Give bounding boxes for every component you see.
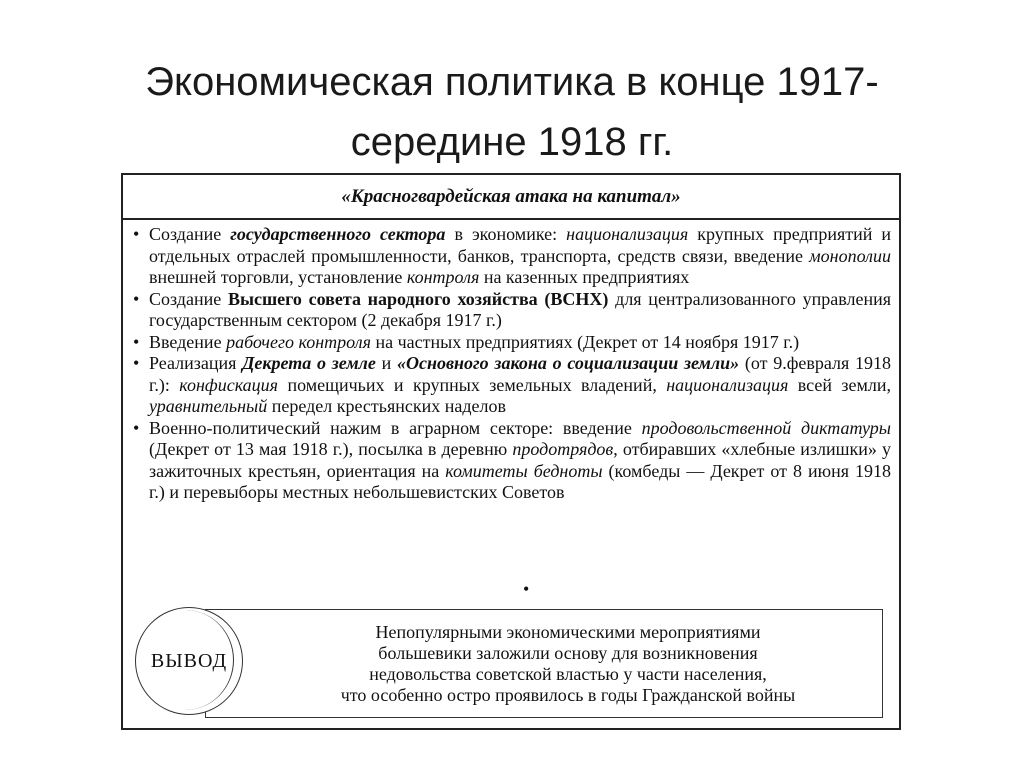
bullet-dot: • xyxy=(133,224,140,244)
text-run: внешней торговли, установление xyxy=(149,267,407,287)
text-run: (комбеды — Декрет от 8 июня 1918 г.) и перевыборы местных небольшевистских Советов xyxy=(149,460,891,502)
text-run: Военно-политический нажим в аграрном секторе: введение xyxy=(149,417,642,438)
bullet-dot: • xyxy=(133,331,140,352)
bullet-dot: • xyxy=(133,417,140,438)
text-run: (от 9.февраля 1918 г.): xyxy=(149,353,891,395)
text-run: крупных предприятий и отдельных отраслей промышленности, банков, транспорта, средств связи, введение xyxy=(149,224,892,266)
conclusion-line: большевики заложили основу для возникновения xyxy=(378,642,758,663)
emphasis: монополии xyxy=(809,245,891,266)
emphasis-bold: государственного сектора xyxy=(230,224,446,244)
text-run: Создание xyxy=(149,288,228,309)
text-run: всей земли, xyxy=(788,374,891,395)
text-run: Введение xyxy=(149,331,227,352)
emphasis: комитеты бедноты xyxy=(445,460,603,481)
bullet-list xyxy=(123,220,899,504)
bullet-item xyxy=(133,332,891,354)
conclusion-text xyxy=(341,622,795,706)
text-run: передел крестьянских наделов xyxy=(267,396,506,416)
emphasis: продовольственной диктатуры xyxy=(641,417,891,438)
emphasis-bold: «Основного закона о социализации земли» xyxy=(397,353,740,373)
text-run: на казенных предприятиях xyxy=(479,267,690,287)
conclusion-line: что особенно остро проявилось в годы Гражданской войны xyxy=(340,684,796,705)
bullet-dot: • xyxy=(133,353,140,373)
text-run: и xyxy=(375,353,398,373)
text-run: Реализация xyxy=(149,353,243,373)
text-run: помещичьих и крупных земельных владений, xyxy=(278,374,667,395)
bullet-item xyxy=(133,224,891,289)
emphasis: национализация xyxy=(566,224,689,244)
emphasis-bold: Высшего совета народного хозяйства (ВСНХ) xyxy=(227,288,609,309)
bullet-dot: • xyxy=(133,288,140,309)
emphasis-bold: Декрета о земле xyxy=(242,353,376,373)
conclusion-line: недовольства советской властью у части населения, xyxy=(369,663,767,684)
bullet-item xyxy=(133,289,891,332)
title-line-2: середине 1918 гг. xyxy=(350,120,674,164)
emphasis: продотрядов xyxy=(512,439,614,459)
conclusion-line: Непопулярными экономическими мероприятиями xyxy=(375,621,761,642)
conclusion-box xyxy=(205,609,883,718)
title-line-1: Экономическая политика в конце 1917- xyxy=(145,60,879,104)
slide-title xyxy=(40,52,984,172)
stray-dot: • xyxy=(523,579,530,599)
conclusion-label: ВЫВОД xyxy=(150,649,228,672)
text-run: на частных предприятиях (Декрет от 14 ноября 1917 г.) xyxy=(370,331,800,352)
conclusion-label-circle xyxy=(135,607,243,715)
emphasis: национализация xyxy=(666,374,789,395)
text-run: (Декрет от 13 мая 1918 г.), посылка в деревню xyxy=(149,439,513,459)
text-run: в экономике: xyxy=(445,224,567,244)
emphasis: уравнительный xyxy=(149,396,268,416)
emphasis: контроля xyxy=(406,267,480,287)
scanned-document xyxy=(121,173,901,730)
emphasis: конфискация xyxy=(179,374,279,395)
bullet-item xyxy=(133,418,891,504)
emphasis: рабочего контроля xyxy=(226,331,371,352)
document-header: «Красногвардейская атака на капитал» xyxy=(123,175,899,220)
text-run: для централизованного управления государственным сектором (2 декабря 1917 г.) xyxy=(149,288,891,330)
text-run: Создание xyxy=(149,224,231,244)
text-run: , отбиравших «хлебные излишки» у зажиточных крестьян, ориентация на xyxy=(149,439,891,481)
bullet-item xyxy=(133,353,891,418)
